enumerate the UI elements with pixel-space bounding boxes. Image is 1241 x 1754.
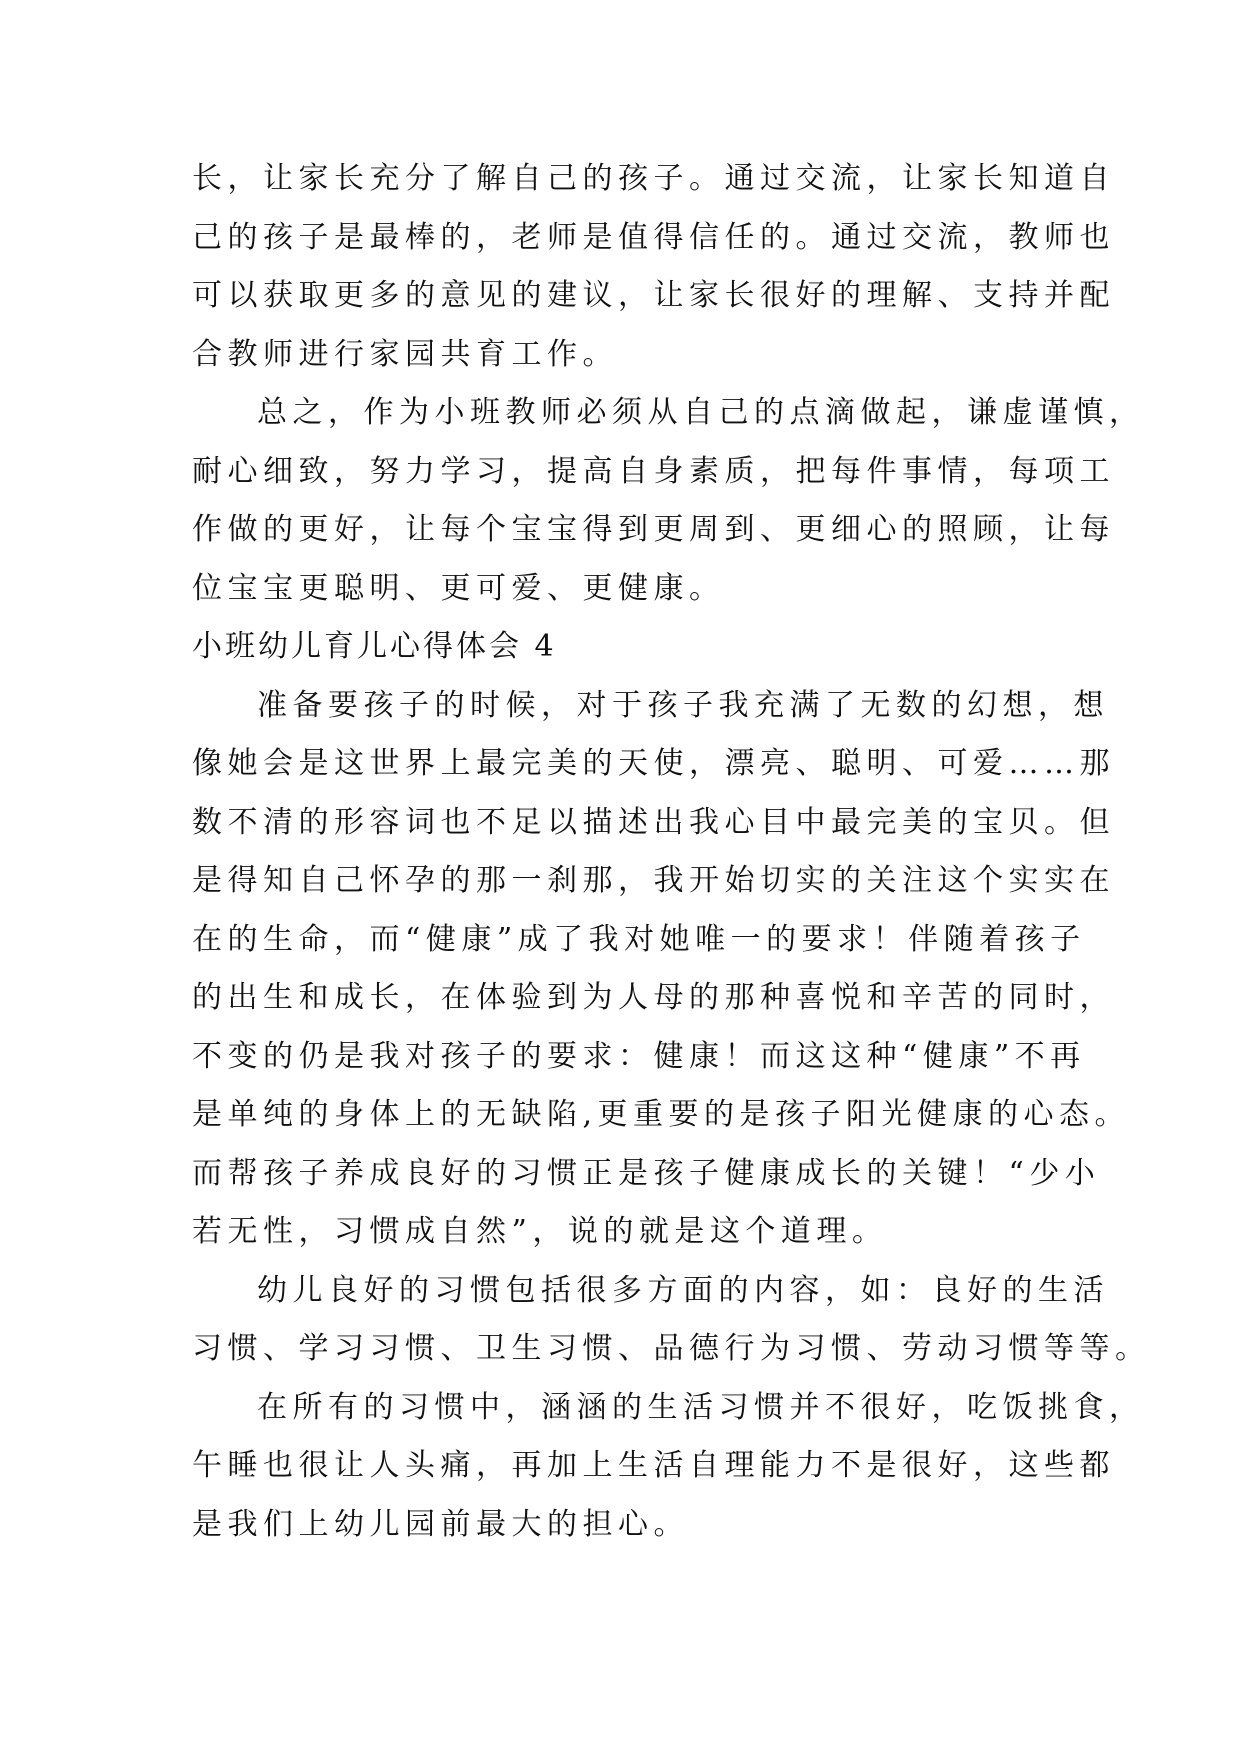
text-line: 在所有的习惯中，涵涵的生活习惯并不很好，吃饭挑食， — [257, 1389, 1145, 1425]
section-heading: 小班幼儿育儿心得体会 4 — [192, 629, 557, 664]
text-line: 总之，作为小班教师必须从自己的点滴做起，谦虚谨慎， — [257, 395, 1145, 430]
text-line: 幼儿良好的习惯包括很多方面的内容，如：良好的生活 — [257, 1272, 1109, 1308]
text-line: 像她会是这世界上最完美的天使，漂亮、聪明、可爱……那 — [192, 746, 1115, 781]
text-line: 是我们上幼儿园前最大的担心。 — [192, 1506, 689, 1542]
paragraph-2 — [192, 1262, 1151, 1379]
text-line: 是单纯的身体上的无缺陷,更重要的是孩子阳光健康的心态。 — [192, 1097, 1131, 1132]
text-line: 而帮孩子养成良好的习惯正是孩子健康成长的关键！“少小 — [192, 1155, 1101, 1191]
text-line: 长，让家长充分了解自己的孩子。通过交流，让家长知道自 — [192, 161, 1115, 196]
paragraph-3 — [192, 1379, 1145, 1555]
text-line: 作做的更好，让每个宝宝得到更周到、更细心的照顾，让每 — [192, 512, 1115, 547]
paragraph-conclusion — [192, 384, 1145, 618]
paragraph-1 — [192, 677, 1131, 1262]
text-line: 是得知自己怀孕的那一刹那，我开始切实的关注这个实实在 — [192, 863, 1115, 898]
text-line: 准备要孩子的时候，对于孩子我充满了无数的幻想，想 — [257, 687, 1109, 723]
text-line: 在的生命，而“健康”成了我对她唯一的要求！伴随着孩子 — [192, 921, 1086, 957]
text-line: 位宝宝更聪明、更可爱、更健康。 — [192, 570, 725, 606]
text-line: 若无性，习惯成自然”，说的就是这个道理。 — [192, 1214, 888, 1249]
document-body — [192, 150, 1151, 1554]
text-line: 数不清的形容词也不足以描述出我心目中最完美的宝贝。但 — [192, 804, 1115, 840]
text-line: 习惯、学习习惯、卫生习惯、品德行为习惯、劳动习惯等等。 — [192, 1331, 1151, 1366]
text-line: 不变的仍是我对孩子的要求：健康！而这这种“健康”不再 — [192, 1038, 1086, 1074]
text-line: 的出生和成长，在体验到为人母的那种喜悦和辛苦的同时， — [192, 980, 1115, 1015]
text-line: 午睡也很让人头痛，再加上生活自理能力不是很好，这些都 — [192, 1448, 1115, 1483]
text-line: 可以获取更多的意见的建议，让家长很好的理解、支持并配 — [192, 278, 1115, 313]
paragraph-continued — [192, 150, 1115, 384]
text-line: 己的孩子是最棒的，老师是值得信任的。通过交流，教师也 — [192, 219, 1115, 255]
text-line: 耐心细致，努力学习，提高自身素质，把每件事情，每项工 — [192, 453, 1115, 489]
text-line: 合教师进行家园共育工作。 — [192, 336, 618, 372]
